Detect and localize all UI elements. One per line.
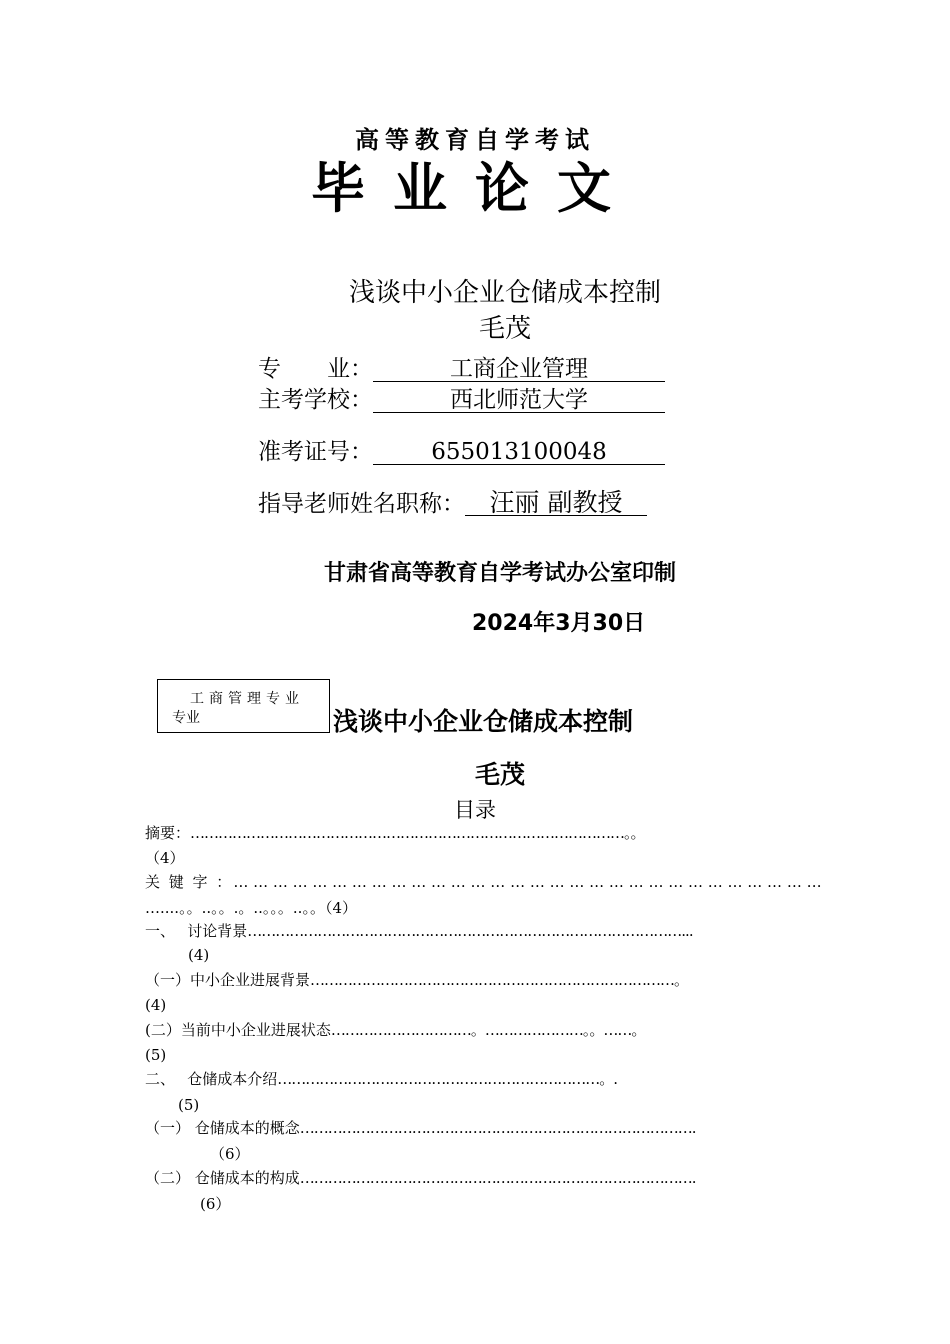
- toc-entry-label: 二、 仓储成本介绍: [145, 1070, 278, 1088]
- toc-entry-storage-cost-concept: [145, 1118, 696, 1138]
- toc-entry-page: （6）: [210, 1145, 250, 1163]
- field-advisor-label: 指导老师姓名职称：: [258, 491, 465, 517]
- toc-leader: ……………………………………………………………………。: [310, 971, 689, 989]
- toc-entry-page: (6）: [200, 1195, 231, 1213]
- cover-author: 毛茂: [478, 314, 531, 344]
- field-advisor-value: 汪丽 副教授: [465, 491, 647, 516]
- toc-leader: …………………………………………………………………………………...: [247, 922, 693, 940]
- toc-entry-storage-cost-intro: [145, 1069, 617, 1089]
- toc-entry-abstract: [145, 823, 645, 843]
- toc-leader: …………………………。…………………。。……。: [330, 1021, 646, 1039]
- print-date: 2024年3月30日: [472, 611, 646, 636]
- major-text-box: [157, 679, 330, 733]
- toc-entry-label: (二）当前中小企业进展状态: [145, 1021, 331, 1039]
- toc-entry-sme-status: [145, 1020, 645, 1040]
- toc-entry-research-background: [145, 921, 693, 941]
- toc-leader: ……………………………………………………………。.: [277, 1070, 618, 1088]
- toc-entry-page: （4）: [145, 849, 185, 867]
- field-major: [258, 350, 665, 383]
- field-advisor: [258, 485, 647, 518]
- toc-entry-page: (4): [188, 946, 210, 964]
- toc-entry-storage-cost-structure: [145, 1168, 696, 1188]
- toc-entry-page: (5): [178, 1096, 200, 1114]
- toc-entry-label: 摘要：: [145, 824, 191, 842]
- field-exam-id-value: 655013100048: [373, 440, 665, 465]
- toc-leader-continued: …....。。..。。.。..。。。..。。（4）: [145, 899, 357, 917]
- issuing-office: 甘肃省高等教育自学考试办公室印制: [323, 561, 676, 586]
- toc-leader: ………………………………………………………………………….: [299, 1119, 696, 1137]
- toc-entry-label: 关 键 字 ：: [145, 873, 234, 891]
- toc-entry-sme-background: [145, 970, 688, 990]
- major-box-line2: 专业: [172, 710, 200, 726]
- major-box-line1: 工商管理专业: [190, 691, 304, 707]
- toc-entry-label: 一、 讨论背景: [145, 922, 248, 940]
- body-thesis-title: 浅谈中小企业仓储成本控制: [333, 707, 634, 736]
- toc-leader: … … … … … … … … … … … … … … … … … … … … … … … … … … … … … …: [233, 873, 822, 891]
- field-school-label: 主考学校：: [258, 387, 373, 413]
- toc-leader: …………………………………………………………………………………。。: [190, 824, 645, 842]
- toc-entry-label: （一）中小企业进展背景: [145, 971, 311, 989]
- toc-heading: 目录: [454, 798, 496, 822]
- body-author: 毛茂: [474, 760, 525, 789]
- field-exam-id: [258, 433, 665, 466]
- toc-leader: ………………………………………………………………………….: [299, 1169, 696, 1187]
- toc-entry-label: （二） 仓储成本的构成: [145, 1169, 300, 1187]
- field-major-label: 专 业：: [258, 356, 373, 382]
- field-major-value: 工商企业管理: [373, 357, 665, 382]
- document-type-title: 毕业论文: [311, 157, 639, 220]
- field-exam-id-label: 准考证号：: [258, 439, 373, 465]
- toc-entry-label: （一） 仓储成本的概念: [145, 1119, 300, 1137]
- field-school: [258, 381, 665, 414]
- toc-entry-page: (4): [145, 996, 167, 1014]
- exam-name: 高等教育自学考试: [355, 126, 595, 154]
- toc-entry-page: (5): [145, 1046, 167, 1064]
- field-school-value: 西北师范大学: [373, 388, 665, 413]
- cover-thesis-title: 浅谈中小企业仓储成本控制: [348, 278, 661, 308]
- toc-entry-keywords: [145, 872, 822, 892]
